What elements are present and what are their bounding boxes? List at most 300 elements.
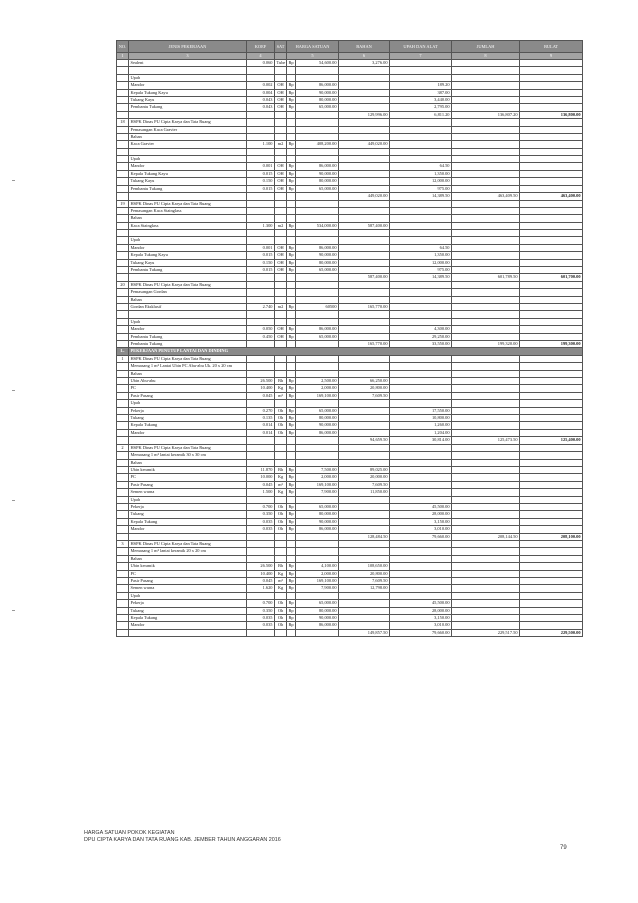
cell-upah-dan-alat: 79,660.00 bbox=[390, 629, 452, 636]
header-no: NO. bbox=[117, 41, 129, 53]
cell-upah-dan-alat bbox=[390, 156, 452, 163]
cell-no bbox=[117, 163, 129, 170]
cell-no bbox=[117, 111, 129, 118]
cell-jenis-pekerjaan bbox=[129, 437, 247, 444]
cell-bulat bbox=[520, 318, 583, 325]
index-jenis: 3 bbox=[129, 53, 247, 60]
table-row bbox=[117, 615, 583, 622]
cell-bahan: 89,025.00 bbox=[339, 466, 390, 473]
cell-upah-dan-alat bbox=[390, 126, 452, 133]
cell-rp bbox=[287, 496, 296, 503]
cell-rp: Rp bbox=[288, 429, 294, 435]
cell-bahan bbox=[339, 407, 390, 414]
cell-koef bbox=[247, 548, 275, 555]
cell-bahan bbox=[339, 607, 390, 614]
table-row bbox=[117, 170, 583, 177]
cell-upah-dan-alat: 14,389.50 bbox=[390, 193, 452, 200]
cell-bahan bbox=[339, 96, 390, 103]
cell-sat bbox=[275, 592, 287, 599]
cell-jumlah bbox=[452, 156, 520, 163]
cell-no bbox=[117, 474, 129, 481]
cell-bahan: 165,770.00 bbox=[339, 341, 390, 348]
cell-koef bbox=[247, 496, 275, 503]
cell-bulat bbox=[520, 511, 583, 518]
cell-sat: OH bbox=[275, 326, 287, 333]
cell-bulat bbox=[520, 267, 583, 274]
cell-jumlah bbox=[452, 392, 520, 399]
cell-bahan bbox=[339, 163, 390, 170]
table-header-row bbox=[117, 41, 583, 53]
cell-jenis-pekerjaan bbox=[129, 629, 247, 636]
cell-jumlah bbox=[452, 207, 520, 214]
cell-upah-dan-alat: 3,010.00 bbox=[390, 526, 452, 533]
cell-jenis-pekerjaan: Upah bbox=[129, 237, 247, 244]
cell-koef: 1.100 bbox=[247, 141, 275, 148]
table-row bbox=[117, 156, 583, 163]
cell-rp bbox=[287, 67, 296, 74]
cell-harga-satuan bbox=[296, 237, 339, 244]
cell-harga-satuan bbox=[296, 355, 339, 362]
cell-upah-dan-alat bbox=[390, 207, 452, 214]
table-row bbox=[117, 629, 583, 636]
cell-sat: OH bbox=[275, 89, 287, 96]
cell-no bbox=[117, 82, 129, 89]
cell-rp: Rp bbox=[288, 503, 294, 509]
cell-jenis-pekerjaan: Tukang Kayu bbox=[129, 259, 247, 266]
scan-mark bbox=[12, 180, 15, 181]
cell-bulat bbox=[520, 570, 583, 577]
cell-bahan bbox=[339, 200, 390, 207]
cell-jenis-pekerjaan: Bahan bbox=[129, 555, 247, 562]
cell-koef: 0.045 bbox=[247, 481, 275, 488]
cell-bahan: 7,609.50 bbox=[339, 392, 390, 399]
cell-jenis-pekerjaan: Pasir Pasang bbox=[129, 578, 247, 585]
cell-bulat bbox=[520, 355, 583, 362]
cell-bulat bbox=[520, 363, 583, 370]
cell-bulat bbox=[520, 133, 583, 140]
cell-harga-satuan bbox=[296, 133, 339, 140]
footer-subtitle: DPU CIPTA KARYA DAN TATA RUANG KAB. JEMBER TAHUN ANGGARAN 2016 bbox=[84, 837, 281, 843]
cell-koef: 1.500 bbox=[247, 489, 275, 496]
cell-upah-dan-alat: 975.00 bbox=[390, 185, 452, 192]
cell-bahan bbox=[339, 592, 390, 599]
cell-bulat: 125,400.00 bbox=[520, 437, 583, 444]
cell-upah-dan-alat: 3,010.00 bbox=[390, 622, 452, 629]
cell-bulat bbox=[520, 304, 583, 311]
cell-koef bbox=[247, 67, 275, 74]
cell-jenis-pekerjaan: Semen warna bbox=[129, 585, 247, 592]
cell-bahan bbox=[339, 363, 390, 370]
cell-harga-satuan: 65,000.00 bbox=[296, 503, 339, 510]
cell-bahan: 129,996.00 bbox=[339, 111, 390, 118]
cell-bahan: 7,609.50 bbox=[339, 481, 390, 488]
cell-bahan: 11,850.00 bbox=[339, 489, 390, 496]
cell-jenis-pekerjaan: Pembantu Tukang bbox=[129, 267, 247, 274]
cell-bulat bbox=[520, 185, 583, 192]
cell-no bbox=[117, 585, 129, 592]
cell-bulat bbox=[520, 82, 583, 89]
cell-rp bbox=[287, 274, 296, 281]
table-row bbox=[117, 104, 583, 111]
cell-sat: OH bbox=[275, 259, 287, 266]
cell-bahan bbox=[339, 156, 390, 163]
footer-title: HARGA SATUAN POKOK KEGIATAN bbox=[84, 830, 175, 836]
cell-bulat bbox=[520, 222, 583, 229]
cell-no bbox=[117, 533, 129, 540]
cell-no bbox=[117, 341, 129, 348]
cell-jumlah bbox=[452, 304, 520, 311]
cell-harga-satuan: 2,500.00 bbox=[296, 378, 339, 385]
cell-sat: m2 bbox=[275, 222, 287, 229]
cell-bahan bbox=[339, 207, 390, 214]
cell-upah-dan-alat: 14,389.50 bbox=[390, 274, 452, 281]
cell-bahan bbox=[339, 104, 390, 111]
cell-koef bbox=[247, 274, 275, 281]
cell-rp: Rp bbox=[288, 600, 294, 606]
cell-koef: 2.740 bbox=[247, 304, 275, 311]
cell-sat bbox=[275, 281, 287, 288]
cell-jumlah bbox=[452, 326, 520, 333]
cell-bulat bbox=[520, 592, 583, 599]
cell-bahan bbox=[339, 518, 390, 525]
cell-jenis-pekerjaan bbox=[129, 193, 247, 200]
cell-sat bbox=[275, 230, 287, 237]
cell-no bbox=[117, 185, 129, 192]
cell-bulat: 199,300.00 bbox=[520, 341, 583, 348]
cell-rp bbox=[287, 459, 296, 466]
cell-bulat bbox=[520, 230, 583, 237]
cell-upah-dan-alat bbox=[390, 74, 452, 81]
cell-sat bbox=[275, 629, 287, 636]
cell-rp bbox=[287, 200, 296, 207]
cell-bulat bbox=[520, 289, 583, 296]
cell-no bbox=[117, 326, 129, 333]
cell-jenis-pekerjaan: Bahan bbox=[129, 459, 247, 466]
cell-bahan bbox=[339, 622, 390, 629]
cell-bulat bbox=[520, 540, 583, 547]
table-row bbox=[117, 281, 583, 288]
cell-jumlah bbox=[452, 429, 520, 436]
cell-jumlah bbox=[452, 89, 520, 96]
cell-jumlah: 136,807.20 bbox=[452, 111, 520, 118]
cell-no bbox=[117, 60, 129, 67]
cell-jenis-pekerjaan: Ubin keramik bbox=[129, 466, 247, 473]
cell-jumlah bbox=[452, 215, 520, 222]
cell-no bbox=[117, 385, 129, 392]
cell-bulat bbox=[520, 585, 583, 592]
cell-harga-satuan bbox=[296, 592, 339, 599]
cell-rp: Rp bbox=[288, 385, 294, 391]
cell-koef: 0.001 bbox=[247, 244, 275, 251]
cell-bulat bbox=[520, 178, 583, 185]
table-row bbox=[117, 429, 583, 436]
table-row bbox=[117, 126, 583, 133]
cell-upah-dan-alat: 12,000.00 bbox=[390, 259, 452, 266]
cell-jumlah bbox=[452, 615, 520, 622]
table-row bbox=[117, 592, 583, 599]
cell-sat: Oh bbox=[275, 429, 287, 436]
table-row bbox=[117, 74, 583, 81]
cell-koef bbox=[247, 341, 275, 348]
cell-jumlah bbox=[452, 400, 520, 407]
cell-bulat bbox=[520, 407, 583, 414]
cell-bulat bbox=[520, 452, 583, 459]
cell-upah-dan-alat bbox=[390, 304, 452, 311]
cell-bulat bbox=[520, 215, 583, 222]
cell-harga-satuan: 65,000.00 bbox=[296, 600, 339, 607]
cell-rp bbox=[287, 540, 296, 547]
cell-no bbox=[117, 252, 129, 259]
cell-rp: Rp bbox=[288, 622, 294, 628]
cell-rp: Rp bbox=[288, 222, 294, 228]
cell-jenis-pekerjaan: Mandor bbox=[129, 326, 247, 333]
cell-rp: Rp bbox=[288, 422, 294, 428]
cell-no bbox=[117, 126, 129, 133]
cell-jenis-pekerjaan: Upah bbox=[129, 400, 247, 407]
index-koef: 4 bbox=[247, 53, 275, 60]
cell-rp bbox=[287, 629, 296, 636]
cell-koef: 10.400 bbox=[247, 570, 275, 577]
cell-jenis-pekerjaan: Ubin Abu-abu bbox=[129, 378, 247, 385]
cell-koef: 0.035 bbox=[247, 518, 275, 525]
index-upah: 7 bbox=[390, 53, 452, 60]
cell-rp bbox=[287, 193, 296, 200]
cell-bulat bbox=[520, 444, 583, 451]
cell-no bbox=[117, 104, 129, 111]
cell-upah-dan-alat bbox=[390, 119, 452, 126]
cell-bahan bbox=[339, 133, 390, 140]
cell-no bbox=[117, 622, 129, 629]
cell-harga-satuan: 80,000.00 bbox=[296, 96, 339, 103]
cell-koef bbox=[247, 437, 275, 444]
cell-sat bbox=[275, 355, 287, 362]
cell-koef bbox=[247, 215, 275, 222]
cell-sat bbox=[275, 274, 287, 281]
cell-bahan: 587,400.00 bbox=[339, 274, 390, 281]
cell-jumlah bbox=[452, 289, 520, 296]
cell-bulat bbox=[520, 163, 583, 170]
cell-bulat bbox=[520, 526, 583, 533]
cell-koef: 0.035 bbox=[247, 526, 275, 533]
empty-row bbox=[117, 230, 583, 237]
cell-no bbox=[117, 222, 129, 229]
table-row bbox=[117, 548, 583, 555]
cell-koef bbox=[247, 444, 275, 451]
cell-koef: 26.500 bbox=[247, 563, 275, 570]
cell-koef: 0.150 bbox=[247, 178, 275, 185]
cell-jenis-pekerjaan: Kepala Tukang Kayu bbox=[129, 89, 247, 96]
cell-jumlah bbox=[452, 252, 520, 259]
cell-jumlah bbox=[452, 126, 520, 133]
cell-jenis-pekerjaan: Bahan bbox=[129, 215, 247, 222]
cell-no bbox=[117, 141, 129, 148]
cell-harga-satuan: 90,000.00 bbox=[296, 89, 339, 96]
cell-bahan: 149,857.50 bbox=[339, 629, 390, 636]
cell-jenis-pekerjaan: Pemasangan Kaca Gravier bbox=[129, 126, 247, 133]
table-row bbox=[117, 415, 583, 422]
cell-jumlah bbox=[452, 237, 520, 244]
cell-koef bbox=[247, 370, 275, 377]
cell-no bbox=[117, 89, 129, 96]
cell-upah-dan-alat bbox=[390, 281, 452, 288]
cell-koef: 0.350 bbox=[247, 607, 275, 614]
cell-rp: Rp bbox=[288, 489, 294, 495]
cell-sat bbox=[275, 437, 287, 444]
cell-koef: 0.014 bbox=[247, 422, 275, 429]
cell-harga-satuan bbox=[296, 215, 339, 222]
cell-koef: 0.035 bbox=[247, 615, 275, 622]
cell-sat: OH bbox=[275, 333, 287, 340]
cell-no bbox=[117, 459, 129, 466]
cell-koef bbox=[247, 296, 275, 303]
cell-sat bbox=[275, 200, 287, 207]
cell-bahan bbox=[339, 89, 390, 96]
cell-upah-dan-alat bbox=[390, 452, 452, 459]
cell-harga-satuan: 2,000.00 bbox=[296, 385, 339, 392]
cell-koef bbox=[247, 281, 275, 288]
cell-bahan bbox=[339, 82, 390, 89]
cell-upah-dan-alat bbox=[390, 392, 452, 399]
cell-koef bbox=[247, 629, 275, 636]
cell-jenis-pekerjaan bbox=[129, 311, 247, 318]
cell-upah-dan-alat bbox=[390, 363, 452, 370]
cell-jumlah bbox=[452, 178, 520, 185]
cell-bahan bbox=[339, 548, 390, 555]
cell-no bbox=[117, 333, 129, 340]
cell-jenis-pekerjaan bbox=[129, 274, 247, 281]
cell-bahan: 94,659.50 bbox=[339, 437, 390, 444]
cell-sat: Tube bbox=[276, 60, 286, 65]
cell-harga-satuan bbox=[296, 274, 339, 281]
cell-rp bbox=[287, 230, 296, 237]
cell-jenis-pekerjaan bbox=[129, 67, 247, 74]
cell-koef: 0.135 bbox=[247, 415, 275, 422]
cell-no bbox=[117, 415, 129, 422]
cell-koef: 0.014 bbox=[247, 429, 275, 436]
cell-jumlah bbox=[452, 444, 520, 451]
cell-koef: 0.150 bbox=[247, 259, 275, 266]
table-row bbox=[117, 526, 583, 533]
table-row bbox=[117, 378, 583, 385]
cell-jumlah bbox=[452, 141, 520, 148]
cell-jenis-pekerjaan: Pemasangan Kaca Stainglass bbox=[129, 207, 247, 214]
cell-koef bbox=[247, 200, 275, 207]
cell-bulat bbox=[520, 170, 583, 177]
cell-no bbox=[117, 429, 129, 436]
cell-bulat bbox=[520, 60, 583, 67]
cell-upah-dan-alat: 2,795.00 bbox=[390, 104, 452, 111]
cell-bulat bbox=[520, 615, 583, 622]
cell-no bbox=[117, 548, 129, 555]
cell-harga-satuan: 7,900.00 bbox=[296, 489, 339, 496]
cell-bahan bbox=[339, 600, 390, 607]
cell-bahan bbox=[339, 415, 390, 422]
cell-jenis-pekerjaan: HSPK Dinas PU Cipta Karya dan Tata Ruang bbox=[129, 119, 247, 126]
cell-upah-dan-alat: 30,814.00 bbox=[390, 437, 452, 444]
cell-upah-dan-alat bbox=[390, 133, 452, 140]
cell-sat bbox=[275, 289, 287, 296]
cell-jumlah bbox=[452, 607, 520, 614]
cell-jenis-pekerjaan: Tukang bbox=[129, 607, 247, 614]
cell-jenis-pekerjaan bbox=[129, 111, 247, 118]
cell-no bbox=[117, 215, 129, 222]
cell-rp: Rp bbox=[288, 585, 294, 591]
cell-jumlah bbox=[452, 489, 520, 496]
cell-koef: 0.045 bbox=[247, 392, 275, 399]
cell-harga-satuan bbox=[296, 459, 339, 466]
cell-jumlah bbox=[452, 511, 520, 518]
cell-no bbox=[117, 74, 129, 81]
cell-harga-satuan bbox=[296, 207, 339, 214]
cell-sat bbox=[275, 311, 287, 318]
cell-sat: Bh bbox=[275, 466, 287, 473]
cell-upah-dan-alat bbox=[390, 141, 452, 148]
cell-jumlah bbox=[452, 296, 520, 303]
cell-no bbox=[117, 67, 129, 74]
cell-bahan: 20,000.00 bbox=[339, 474, 390, 481]
cell-rp: Rp bbox=[288, 607, 294, 613]
cell-rp: Rp bbox=[288, 104, 294, 110]
cell-koef: 0.270 bbox=[247, 407, 275, 414]
cell-koef: 0.350 bbox=[247, 511, 275, 518]
cell-jenis-pekerjaan: Bahan bbox=[129, 370, 247, 377]
cell-jenis-pekerjaan: Tukang Kayu bbox=[129, 96, 247, 103]
cell-harga-satuan: 408,200.00 bbox=[296, 141, 339, 148]
cell-upah-dan-alat bbox=[390, 378, 452, 385]
cell-sat: m2 bbox=[275, 141, 287, 148]
cell-koef bbox=[247, 318, 275, 325]
cell-upah-dan-alat bbox=[390, 200, 452, 207]
cell-harga-satuan: 80,000.00 bbox=[296, 415, 339, 422]
cell-bahan bbox=[339, 452, 390, 459]
cell-rp: Rp bbox=[288, 511, 294, 517]
cell-bulat bbox=[520, 503, 583, 510]
cell-jumlah bbox=[452, 622, 520, 629]
cell-sat bbox=[275, 318, 287, 325]
cell-bahan bbox=[339, 326, 390, 333]
cell-upah-dan-alat: 189.20 bbox=[390, 82, 452, 89]
cell-upah-dan-alat: 12,000.00 bbox=[390, 178, 452, 185]
cell-jumlah bbox=[452, 170, 520, 177]
cell-sat: Oh bbox=[275, 415, 287, 422]
cell-rp: Rp bbox=[288, 267, 294, 273]
cell-harga-satuan: 90,000.00 bbox=[296, 252, 339, 259]
cell-no bbox=[117, 156, 129, 163]
cell-harga-satuan bbox=[296, 193, 339, 200]
cell-bahan bbox=[339, 355, 390, 362]
cell-no bbox=[117, 437, 129, 444]
cell-rp: Rp bbox=[288, 378, 294, 384]
cell-sat bbox=[275, 444, 287, 451]
cell-sat: Kg bbox=[275, 474, 287, 481]
cell-koef bbox=[247, 452, 275, 459]
cell-no bbox=[117, 607, 129, 614]
cell-bahan bbox=[339, 244, 390, 251]
cell-koef: 0.015 bbox=[247, 267, 275, 274]
cell-upah-dan-alat bbox=[390, 318, 452, 325]
cell-jenis-pekerjaan: HSPK Dinas PU Cipta Karya dan Tata Ruang bbox=[129, 355, 247, 362]
cell-rp: Rp bbox=[288, 474, 294, 480]
cell-bahan bbox=[339, 178, 390, 185]
cell-harga-satuan bbox=[296, 437, 339, 444]
cell-bahan bbox=[339, 74, 390, 81]
header-sat: SAT bbox=[275, 41, 287, 53]
cell-sat: Oh bbox=[275, 607, 287, 614]
cell-jenis-pekerjaan: PC bbox=[129, 385, 247, 392]
cell-bulat: 208,100.00 bbox=[520, 533, 583, 540]
cell-rp: Rp bbox=[288, 141, 294, 147]
cell-upah-dan-alat: 28,000.00 bbox=[390, 511, 452, 518]
